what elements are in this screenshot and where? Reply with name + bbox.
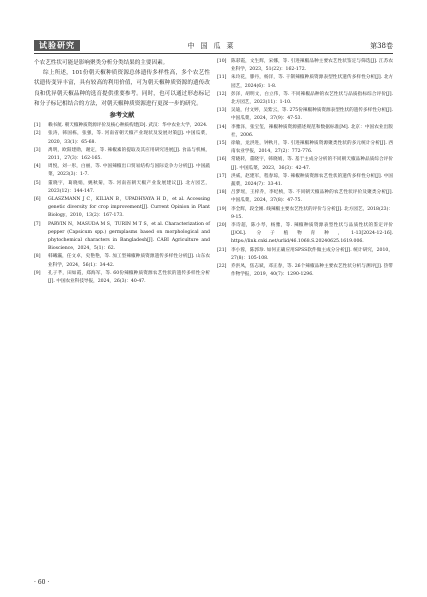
reference-number: [13] — [217, 108, 227, 114]
reference-text: 周悦，刘一彤，白丽，等. 中国辣椒出口贸易结构与国际竞争力分析[J]. 中国蔬菜，2023(3)：1-7. — [48, 164, 210, 178]
reference-number: [12] — [217, 91, 227, 97]
reference-list-left — [34, 122, 210, 286]
reference-number: [20] — [217, 223, 227, 229]
body-paragraph: 个农艺性状可能是影响聚类分析分类结果的主要因素。 — [34, 60, 169, 66]
reference-text: 李全辉，段全刚. 线辣椒主要农艺性状的评价与分析[J]. 北方园艺，2018(23)：9-15. — [231, 206, 393, 220]
reference-text: 禹明，欧阳建勋，谢定，等. 辣椒素的提取及其应用研究进展[J]. 食品与机械，2011，27(3)：162-165. — [48, 147, 210, 162]
reference-entry — [34, 130, 210, 146]
reference-text: 吴迪，付文婷，吴紫云，等. 275份辣椒种质资源表型性状的遗传多样性分析[J]. 中国瓜菜，2024，37(9)：47-53. — [231, 108, 393, 122]
right-column — [217, 58, 393, 279]
reference-number: [6] — [34, 197, 41, 203]
reference-text: 韩曦瀛，任文卓，史艳艳，等. 加工型辣椒种质资源遗传多样性分析[J]. 山东农业科学，2024，56(1)：34-42. — [48, 254, 210, 268]
reference-text: 徐敏，龙洪进，钟秋月，等. 引进辣椒种质资源聚类性状的多元统计分析[J]. 西南农业学报，2014，27(2)：772-776. — [231, 141, 393, 155]
reference-number: [5] — [34, 180, 41, 186]
reference-number: [2] — [34, 131, 41, 137]
reference-number: [9] — [34, 270, 41, 276]
reference-number: [19] — [217, 206, 227, 212]
page-header — [0, 0, 427, 52]
reference-entry — [217, 91, 393, 107]
reference-entry — [217, 140, 393, 156]
reference-text: 陈彩霞，文生辉，宋娜，等. 引进辣椒品种主要农艺性状鉴定与筛选[J]. 江苏农业科学，2023，51(22)：162-172. — [231, 59, 393, 73]
body-paragraph: 综上所述，101份朝天椒种质资源总体遗传多样性高，多个农艺性状遗传变异丰富，具有较高的利用价值，可为朝天椒种质资源的遗传改良和优异朝天椒品种的选育提供重要参考。同时，也可以通过形态标记和分子标记相结合的方法，对朝天椒种质资源进行更深一步的研究。 — [34, 70, 210, 107]
reference-entry — [217, 222, 393, 247]
reference-number: [17] — [217, 173, 227, 179]
reference-number: [7] — [34, 221, 41, 227]
header-rule — [34, 53, 393, 54]
reference-entry — [217, 156, 393, 172]
reference-text: 常晓转，董晓宇，韩晓娟，等. 基于主成分分析的不同朝天椒品种品质综合评价[J]. 中国瓜菜，2023，36(3)：42-47. — [231, 157, 393, 171]
reference-number: [18] — [217, 190, 227, 196]
reference-number: [22] — [217, 264, 227, 270]
reference-entry — [217, 107, 393, 123]
reference-text: 李小蓉，陈郭珍. 如何正确应用SPSS软件做主成分分析[J]. 统计研究，2010，27(8)：105-108. — [231, 247, 393, 261]
left-column — [34, 58, 210, 286]
journal-title: 中国瓜菜 — [187, 42, 240, 50]
reference-entry — [217, 189, 393, 205]
reference-entry — [217, 263, 393, 279]
reference-entry — [217, 58, 393, 74]
reference-text: 董晓宇，葛晓娟，姚秋菊，等. 河南省朝天椒产业发展建议[J]. 北方园艺，2023(12)：144-147. — [48, 180, 210, 194]
reference-entry — [217, 173, 393, 189]
reference-text: 李诗超，陈小琴，杨雅，等. 辣椒种质资源表型性状与品质性状的鉴定评价[J/OL]. 分子植物育种，1-13[2024-12-16]. https://link.cnki.net/urlid/46.1068.S.20240625.1619.006. — [231, 223, 393, 245]
reference-text: 乔洪凤，焦志斌，邓正春，等. 26个辣椒品种主要农艺性状分析与测评[J]. 热带作物学报，2019，40(7)：1290-1296. — [231, 264, 393, 278]
reference-text: 吕梦瑶，王梓乔，李纪桢，等. 不同朝天椒品种的农艺性状评价及聚类分析[J]. 中国瓜菜，2024，37(8)：47-75. — [231, 190, 393, 204]
reference-number: [1] — [34, 123, 41, 129]
reference-text: PARVIN N，MASUDA M S，TURIN M T S，et al. Characterization of pepper (Capsicum spp.) germplasms based on morphological and phytochemical characters in Bangladesh[J]. CABI Agriculture and Bioscience，2024，5(1)：62. — [48, 221, 210, 252]
reference-number: [14] — [217, 124, 227, 130]
reference-entry — [34, 221, 210, 254]
reference-number: [3] — [34, 147, 41, 153]
references-heading: 参考文献 — [109, 112, 135, 120]
reference-entry — [217, 74, 393, 90]
reference-text: 赖书航. 朝天椒种质资源评价及核心种质构建[D]. 武汉：华中农业大学，2024. — [48, 123, 208, 129]
reference-entry — [34, 253, 210, 269]
reference-entry — [34, 163, 210, 179]
reference-entry — [34, 270, 210, 286]
reference-number: [11] — [217, 75, 227, 81]
reference-entry — [34, 147, 210, 163]
reference-entry — [34, 122, 210, 130]
reference-text: 朱玲花，滕丹，杨洋，等. 干制辣椒种质资源表型性状遗传多样性分析[J]. 北方园艺，2024(6)：1-8. — [231, 75, 393, 89]
reference-text: GLASZMANN J C，KILIAN B，UPADHYAYA H D，et al. Accessing genetic diversity for crop improvement[J]. Current Opinion in Plant Biology，2010，13(2)：167-173. — [48, 197, 210, 219]
reference-entry — [34, 196, 210, 221]
reference-text: 洪威，赵建军，程春琼，等. 辣椒种质资源农艺性状的遗传多样性分析[J]. 中国蔬菜，2024(7)：33-41. — [231, 173, 393, 188]
reference-number: [16] — [217, 157, 227, 163]
reference-text: 李雅泽，张宝玺，辣椒种质资源描述规范和数据标准[M]. 北京：中国农业出版社，2006. — [231, 124, 393, 138]
reference-number: [4] — [34, 164, 41, 170]
volume-label: 第38卷 — [370, 42, 393, 50]
reference-entry — [217, 247, 393, 263]
section-badge: 试验研究 — [34, 40, 80, 51]
reference-number: [21] — [217, 247, 227, 253]
reference-entry — [34, 180, 210, 196]
page-number: · 60 · — [34, 579, 50, 586]
reference-text: 张涛，韩国栋，张强，等. 河南省朝天椒产业现状及发展对策[J]. 中国瓜菜，2020，33(1)：65-68. — [48, 131, 210, 145]
reference-number: [10] — [217, 59, 227, 64]
reference-text: 孔子芊，田如霞，郑海军，等. 60份辣椒种质资源农艺性状的遗传多样性分析[J]. 中国农业科技导报，2024，26(3)：40-47. — [48, 270, 210, 285]
reference-text: 彭泽，胡明文，白立伟，等. 不同辣椒品种的农艺性状与品质指标综合评价[J]. 北方园艺，2023(11)：1-10. — [231, 91, 393, 106]
reference-number: [15] — [217, 141, 227, 147]
reference-entry — [217, 206, 393, 222]
reference-number: [8] — [34, 254, 41, 260]
reference-list-right — [217, 58, 393, 279]
reference-entry — [217, 124, 393, 140]
